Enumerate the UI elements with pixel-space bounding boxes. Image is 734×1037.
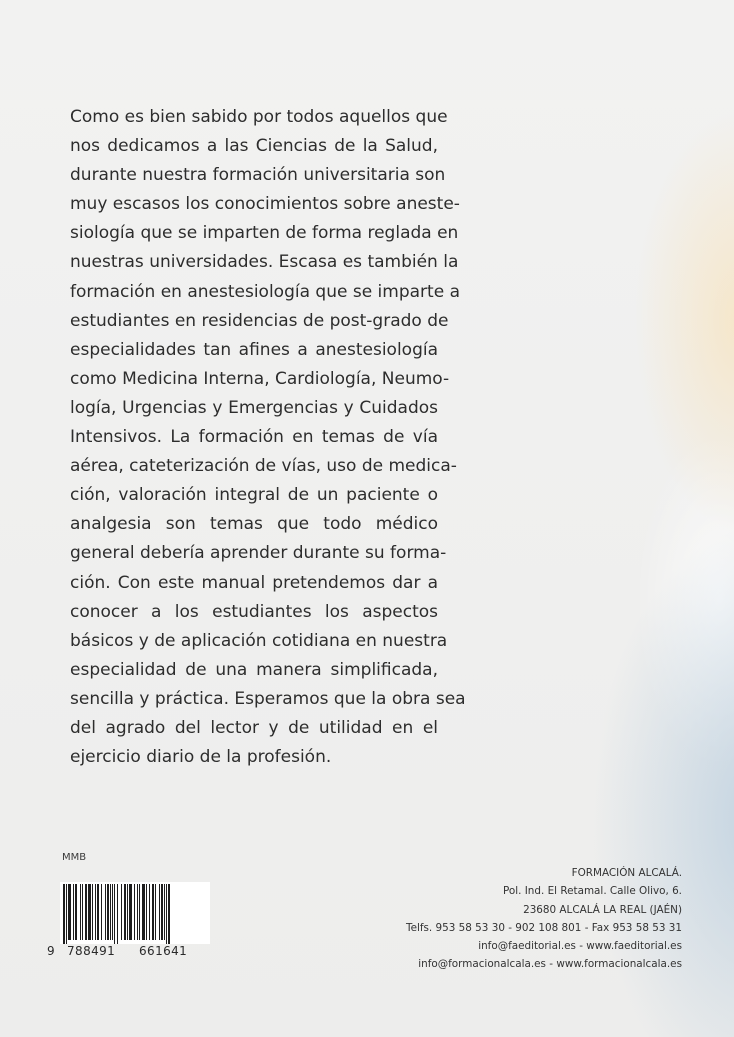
publisher-info — [406, 864, 682, 974]
barcode-bar — [101, 884, 102, 940]
blurb-line: siología que se imparten de forma reglada en — [70, 223, 459, 244]
blurb-line: durante nuestra formación universitaria son — [70, 165, 446, 186]
barcode-bars — [60, 882, 210, 944]
barcode-bar — [159, 884, 160, 940]
barcode-bar — [88, 884, 91, 940]
barcode-bar — [107, 884, 109, 940]
blurb-line: básicos y de aplicación cotidiana en nuestra — [70, 630, 448, 651]
blurb-line: general debería aprender durante su forma- — [70, 543, 447, 564]
blurb-line: Intensivos. La formación en temas de vía — [70, 427, 438, 448]
blurb-line: estudiantes en residencias de post-grado de — [70, 310, 449, 331]
barcode-digit-group-1: 788491 — [67, 944, 116, 958]
barcode-bar — [117, 884, 118, 944]
barcode-bar — [121, 884, 122, 940]
blurb-line: nos dedicamos a las Ciencias de la Salud, — [70, 136, 438, 157]
publisher-contact-1: info@faeditorial.es - www.faeditorial.es — [478, 940, 682, 953]
barcode-bar — [110, 884, 111, 940]
barcode-bar — [97, 884, 99, 940]
barcode-bar — [114, 884, 115, 944]
barcode-bar — [112, 884, 113, 940]
blurb-line: logía, Urgencias y Emergencias y Cuidados — [70, 397, 438, 418]
barcode-bar — [129, 884, 132, 940]
barcode-bar — [124, 884, 126, 940]
blurb-line: especialidad de una manera simplificada, — [70, 659, 438, 680]
blurb-line: del agrado del lector y de utilidad en el — [70, 717, 438, 738]
barcode-bar — [137, 884, 138, 940]
barcode-bar — [85, 884, 87, 940]
barcode-bar — [82, 884, 83, 940]
publisher-address-2: 23680 ALCALÁ LA REAL (JAÉN) — [523, 903, 682, 916]
blurb-line: nuestras universidades. Escasa es también la — [70, 252, 459, 273]
blurb-line: analgesia son temas que todo médico — [70, 514, 438, 535]
barcode-bar — [105, 884, 106, 940]
barcode-digit-group-2: 661641 — [139, 944, 188, 958]
blurb-line: ción, valoración integral de un paciente o — [70, 485, 438, 506]
publisher-phones: Telfs. 953 58 53 30 - 902 108 801 - Fax 953 58 53 31 — [405, 921, 682, 934]
blurb-line: especialidades tan afines a anestesiología — [70, 339, 438, 360]
blurb-line: formación en anestesiología que se imparte a — [70, 281, 460, 302]
barcode-bar — [164, 884, 165, 940]
barcode-bar — [134, 884, 135, 940]
barcode-bar — [142, 884, 145, 940]
blurb-line: ción. Con este manual pretendemos dar a — [70, 572, 438, 593]
publisher-address-1: Pol. Ind. El Retamal. Calle Olivo, 6. — [503, 885, 682, 898]
barcode-bar — [95, 884, 96, 940]
publisher-contact-2: info@formacionalcala.es - www.formacionalcala.es — [418, 958, 682, 971]
code-label: MMB — [62, 852, 87, 863]
barcode-bar — [66, 884, 67, 944]
barcode-bar — [168, 884, 170, 944]
barcode-bar — [161, 884, 163, 940]
blurb-line: como Medicina Interna, Cardiología, Neumo- — [70, 368, 450, 389]
barcode-digit-first: 9 — [47, 944, 56, 958]
barcode-bar — [146, 884, 147, 940]
barcode-bar — [139, 884, 140, 940]
barcode-bar — [73, 884, 74, 940]
barcode-bar — [63, 884, 65, 944]
barcode-bar — [149, 884, 150, 940]
blurb-line: aérea, cateterización de vías, uso de medica- — [70, 456, 457, 477]
blurb-line: sencilla y práctica. Esperamos que la obra sea — [70, 688, 466, 709]
blurb-line: conocer a los estudiantes los aspectos — [70, 601, 438, 622]
barcode-bar — [92, 884, 93, 940]
barcode-bar — [75, 884, 77, 940]
blurb-text — [70, 103, 466, 772]
barcode-bar — [152, 884, 154, 940]
barcode-bar — [155, 884, 156, 940]
publisher-name: FORMACIÓN ALCALÁ. — [571, 867, 682, 879]
blurb-line: muy escasos los conocimientos sobre aneste- — [70, 194, 460, 215]
barcode-bar — [68, 884, 71, 940]
barcode-bar — [80, 884, 81, 940]
barcode — [60, 882, 210, 944]
barcode-bar — [166, 884, 167, 944]
blurb-line: Como es bien sabido por todos aquellos que — [70, 107, 448, 127]
blurb-line: ejercicio diario de la profesión. — [70, 747, 332, 768]
barcode-bar — [127, 884, 128, 940]
